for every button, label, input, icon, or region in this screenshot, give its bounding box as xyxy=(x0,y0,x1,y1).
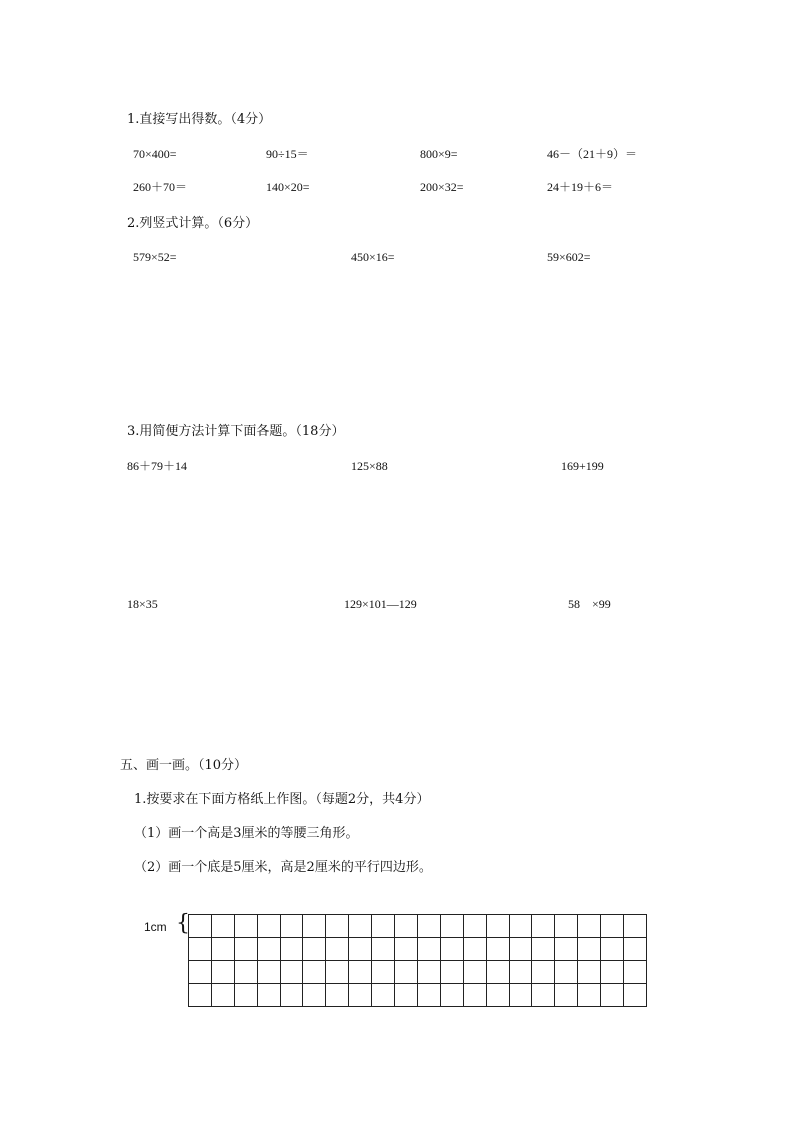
grid-cell[interactable] xyxy=(326,915,349,938)
grid-cell[interactable] xyxy=(601,984,624,1007)
grid-cell[interactable] xyxy=(235,984,258,1007)
oral-calc-item: 90÷15＝ xyxy=(266,147,309,161)
grid-cell[interactable] xyxy=(532,938,555,961)
grid-cell[interactable] xyxy=(212,984,235,1007)
grid-cell[interactable] xyxy=(235,915,258,938)
grid-cell[interactable] xyxy=(578,984,601,1007)
grid-cell[interactable] xyxy=(624,961,647,984)
grid-cell[interactable] xyxy=(510,984,533,1007)
grid-cell[interactable] xyxy=(441,961,464,984)
vertical-calc-item: 579×52= xyxy=(133,250,177,264)
grid-cell[interactable] xyxy=(601,938,624,961)
grid-cell[interactable] xyxy=(555,961,578,984)
grid-cell[interactable] xyxy=(326,961,349,984)
grid-cell[interactable] xyxy=(578,915,601,938)
grid-cell[interactable] xyxy=(510,961,533,984)
grid-cell[interactable] xyxy=(487,915,510,938)
grid-cell[interactable] xyxy=(487,984,510,1007)
simplify-calc-item: 86＋79＋14 xyxy=(127,459,188,473)
grid-cell[interactable] xyxy=(487,961,510,984)
grid-cell[interactable] xyxy=(510,938,533,961)
oral-calc-item: 140×20= xyxy=(266,180,310,194)
unit-label: 1cm xyxy=(144,920,167,934)
grid-cell[interactable] xyxy=(441,938,464,961)
grid-cell[interactable] xyxy=(395,984,418,1007)
grid-cell[interactable] xyxy=(601,915,624,938)
section5-instruction: 1.按要求在下面方格纸上作图。（每题2分，共4分） xyxy=(134,792,430,807)
grid-cell[interactable] xyxy=(464,938,487,961)
vertical-calc-item: 450×16= xyxy=(351,250,395,264)
grid-cell[interactable] xyxy=(578,938,601,961)
simplify-calc-item: 18×35 xyxy=(127,597,158,611)
grid-cell[interactable] xyxy=(281,938,304,961)
grid-cell[interactable] xyxy=(395,961,418,984)
oral-calc-item: 24＋19＋6＝ xyxy=(547,180,614,194)
grid-cell[interactable] xyxy=(624,984,647,1007)
grid-cell[interactable] xyxy=(212,938,235,961)
grid-cell[interactable] xyxy=(303,984,326,1007)
grid-cell[interactable] xyxy=(464,961,487,984)
grid-cell[interactable] xyxy=(441,984,464,1007)
grid-cell[interactable] xyxy=(212,961,235,984)
grid-cell[interactable] xyxy=(303,938,326,961)
grid-cell[interactable] xyxy=(418,961,441,984)
grid-cell[interactable] xyxy=(349,915,372,938)
brace-icon: { xyxy=(176,911,190,936)
grid-cell[interactable] xyxy=(441,915,464,938)
grid-cell[interactable] xyxy=(303,915,326,938)
grid-cell[interactable] xyxy=(555,938,578,961)
grid-cell[interactable] xyxy=(258,938,281,961)
drawing-task: （1）画一个高是3厘米的等腰三角形。 xyxy=(134,826,359,841)
grid-cell[interactable] xyxy=(235,938,258,961)
simplify-calc-item: 169+199 xyxy=(561,459,604,473)
grid-cell[interactable] xyxy=(349,961,372,984)
section5-heading: 五、画一画。（10分） xyxy=(120,758,248,773)
grid-cell[interactable] xyxy=(624,915,647,938)
grid-cell[interactable] xyxy=(395,915,418,938)
grid-cell[interactable] xyxy=(372,961,395,984)
grid-cell[interactable] xyxy=(258,915,281,938)
grid-cell[interactable] xyxy=(555,984,578,1007)
grid-cell[interactable] xyxy=(578,961,601,984)
oral-calc-item: 200×32= xyxy=(420,180,464,194)
grid-cell[interactable] xyxy=(372,915,395,938)
grid-cell[interactable] xyxy=(601,961,624,984)
simplify-calc-item: 125×88 xyxy=(351,459,388,473)
grid-cell[interactable] xyxy=(418,938,441,961)
grid-cell[interactable] xyxy=(349,938,372,961)
oral-calc-item: 70×400= xyxy=(133,147,177,161)
grid-cell[interactable] xyxy=(189,938,212,961)
grid-cell[interactable] xyxy=(189,961,212,984)
grid-cell[interactable] xyxy=(372,984,395,1007)
grid-cell[interactable] xyxy=(510,915,533,938)
grid-cell[interactable] xyxy=(281,915,304,938)
simplify-calc-item: 129×101—129 xyxy=(344,597,417,611)
grid-cell[interactable] xyxy=(532,984,555,1007)
simplify-calc-item: 58 ×99 xyxy=(568,597,611,611)
grid-cell[interactable] xyxy=(532,961,555,984)
grid-cell[interactable] xyxy=(281,984,304,1007)
grid-cell[interactable] xyxy=(395,938,418,961)
grid-cell[interactable] xyxy=(281,961,304,984)
grid-cell[interactable] xyxy=(326,938,349,961)
grid-cell[interactable] xyxy=(464,984,487,1007)
grid-cell[interactable] xyxy=(189,915,212,938)
grid-cell[interactable] xyxy=(418,915,441,938)
grid-cell[interactable] xyxy=(258,984,281,1007)
grid-cell[interactable] xyxy=(349,984,372,1007)
grid-cell[interactable] xyxy=(555,915,578,938)
oral-calc-item: 46－（21＋9）＝ xyxy=(547,147,638,161)
grid-cell[interactable] xyxy=(326,984,349,1007)
vertical-calc-item: 59×602= xyxy=(547,250,591,264)
drawing-task: （2）画一个底是5厘米，高是2厘米的平行四边形。 xyxy=(134,860,432,875)
grid-cell[interactable] xyxy=(418,984,441,1007)
grid-cell[interactable] xyxy=(624,938,647,961)
grid-cell[interactable] xyxy=(372,938,395,961)
oral-calc-item: 800×9= xyxy=(420,147,458,161)
grid-cell[interactable] xyxy=(303,961,326,984)
grid-paper[interactable] xyxy=(188,914,647,1007)
grid-cell[interactable] xyxy=(212,915,235,938)
section3-heading: 3.用简便方法计算下面各题。（18分） xyxy=(127,424,345,439)
grid-cell[interactable] xyxy=(487,938,510,961)
section1-heading: 1.直接写出得数。（4分） xyxy=(127,112,272,127)
section2-heading: 2.列竖式计算。（6分） xyxy=(127,216,259,231)
grid-cell[interactable] xyxy=(258,961,281,984)
grid-cell[interactable] xyxy=(532,915,555,938)
grid-cell[interactable] xyxy=(189,984,212,1007)
oral-calc-item: 260＋70＝ xyxy=(133,180,188,194)
grid-cell[interactable] xyxy=(235,961,258,984)
grid-cell[interactable] xyxy=(464,915,487,938)
